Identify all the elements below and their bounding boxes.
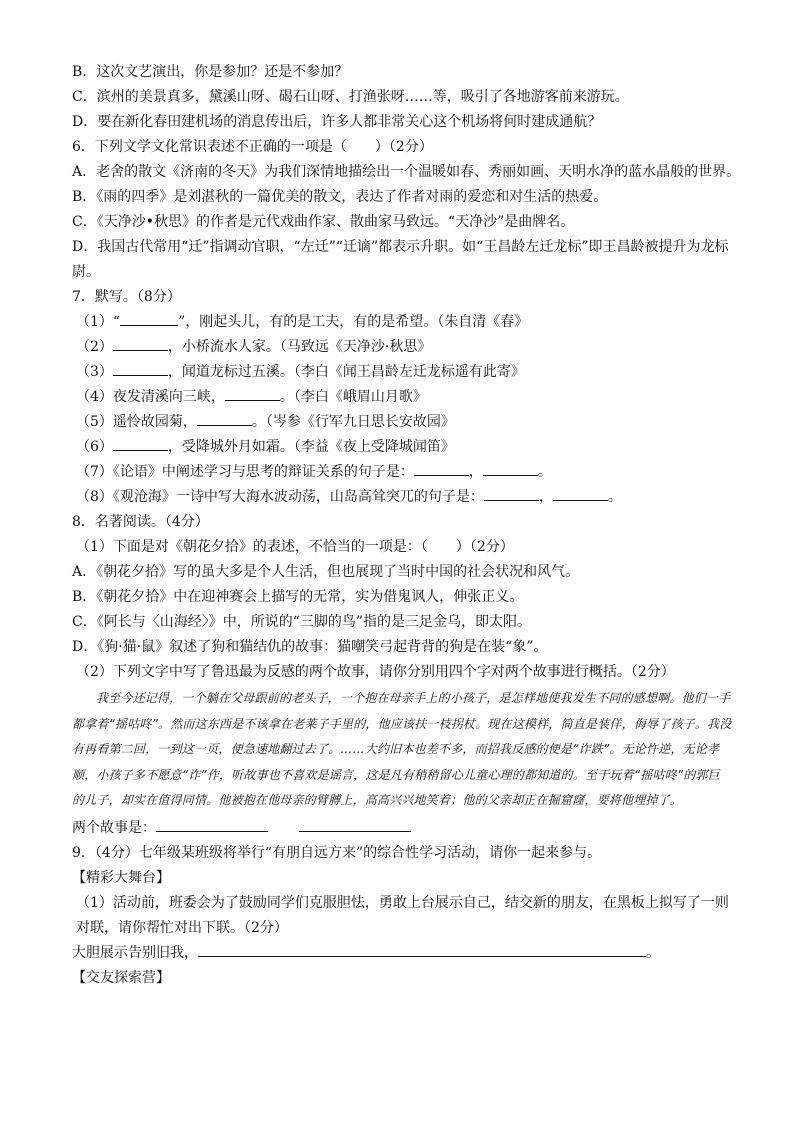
q8-option-c: C．《阿长与〈山海经〉》中，所说的“三脚的鸟”指的是三足金乌，即太阳。 — [72, 614, 532, 630]
q8-option-a: A．《朝花夕拾》写的虽大多是个人生活，但也展现了当时中国的社会状况和风气。 — [72, 564, 580, 580]
answer-blank[interactable] — [553, 486, 608, 501]
q6-option-b: B．《雨的四季》是刘湛秋的一篇优美的散文，表达了作者对雨的爱恋和对生活的热爱。 — [72, 189, 608, 205]
answer-blank[interactable] — [225, 386, 280, 401]
q5-option-d: D．要在新化春田建机场的消息传出后，许多人都非常关心这个机场将何时建成通航？ — [72, 114, 602, 130]
q8-stem: 8．名著阅读。（4分） — [72, 514, 209, 530]
q5-option-b: B．这次文艺演出，你是参加？还是不参加？ — [72, 64, 349, 80]
answer-blank[interactable] — [120, 311, 178, 326]
answer-blank[interactable] — [113, 436, 168, 451]
q7-item-3: （3） ，闻道龙标过五溪。（李白《闻王昌龄左迁龙标遥有此寄》 — [72, 360, 732, 385]
q5-option-c: C．滨州的美景真多，黛溪山呀、碣石山呀、打渔张呀……等，吸引了各地游客前来游玩。 — [72, 89, 629, 105]
q9-sub-1: （1）活动前，班委会为了鼓励同学们克服胆怯，勇敢上台展示自己，结交新的朋友，在黑板上拟写了一则对联，请你帮忙对出下联。（2分） — [76, 894, 729, 936]
q8-answer-line: 两个故事是： — [72, 816, 732, 841]
q6-option-a: A．老舍的散文《济南的冬天》为我们深情地描绘出一个温暖如春、秀丽如画、天明水净的蓝水晶般的世界。 — [72, 164, 741, 180]
q7-item-1: （1）“ ”，刚起头儿，有的是工夫，有的是希望。（朱自清《春》 — [72, 310, 732, 335]
q7-item-7: （7）《论语》中阐述学习与思考的辩证关系的句子是： ， 。 — [72, 460, 732, 485]
q7-item-5: （5）遥怜故园菊， 。（岑参《行军九日思长安故园》 — [72, 410, 732, 435]
answer-blank[interactable] — [156, 817, 268, 832]
couplet-line: 大胆展示告别旧我， 。 — [72, 941, 732, 966]
answer-blank[interactable] — [198, 942, 646, 957]
q8-sub-1: （1）下面是对《朝花夕拾》的表述，不恰当的一项是：（ ）（2分） — [76, 539, 514, 555]
answer-blank[interactable] — [484, 486, 539, 501]
q8-sub-2: （2）下列文字中写了鲁迅最为反感的两个故事，请你分别用四个字对两个故事进行概括。（2分） — [76, 664, 675, 680]
section-heading: 【交友探索营】 — [72, 969, 170, 986]
page-content — [72, 60, 741, 991]
answer-blank[interactable] — [483, 461, 538, 476]
q6-stem: 6．下列文学文化常识表述不正确的一项是（ ）（2分） — [72, 139, 433, 155]
answer-blank[interactable] — [113, 336, 168, 351]
q7-item-8: （8）《观沧海》一诗中写大海水波动荡，山岛高耸突兀的句子是： ， 。 — [72, 485, 732, 510]
reading-passage: 我至今还记得，一个躺在父母跟前的老头子，一个抱在母亲手上的小孩子，是怎样地使我发生不同的感想啊。他们一手都拿着“摇咕咚”。然而这东西是不该拿在老莱子手里的，他应该扶一枝拐杖。现在这模样，简直是装佯，侮辱了孩子。我没有再看第二回，一到这一页，便急速地翻过去了。……大约旧本也差不多，而招我反感的便是“诈跌”。无论忤逆，无论孝顺，小孩子多不愿意“诈”作，听故事也不喜欢是谣言，这是凡有稍稍留心儿童心理的都知道的。至于玩着“摇咕咚”的郭巨的儿子，却实在值得同情。他被抱在他母亲的臂膊上，高高兴兴地笑着；他的父亲却正在掘窟窿，要将他埋掉了。 — [72, 691, 732, 807]
q6-option-c: C．《天净沙•秋思》的作者是元代戏曲作家、散曲家马致远。“天净沙”是曲牌名。 — [72, 214, 575, 230]
q7-item-6: （6） ，受降城外月如霜。（李益《夜上受降城闻笛》 — [72, 435, 732, 460]
q7-item-4: （4）夜发清溪向三峡， 。（李白《峨眉山月歌》 — [72, 385, 732, 410]
q8-option-d: D．《狗·猫·鼠》叙述了狗和猫结仇的故事：猫嘲笑弓起背背的狗是在装“象”。 — [72, 639, 548, 655]
answer-blank[interactable] — [414, 461, 469, 476]
answer-blank[interactable] — [113, 361, 168, 376]
q6-option-d: D．我国古代常用“迁”指调动官职，“左迁”“迁谪”都表示升职。如“王昌龄左迁龙标”即王昌龄被提升为龙标尉。 — [72, 239, 729, 280]
section-heading: 【精彩大舞台】 — [72, 869, 170, 886]
answer-blank[interactable] — [197, 411, 252, 426]
q7-item-2: （2） ，小桥流水人家。（马致远《天净沙·秋思》 — [72, 335, 732, 360]
answer-blank[interactable] — [299, 817, 411, 832]
q9-stem: 9．（4分）七年级某班级将举行“有朋自远方来”的综合性学习活动，请你一起来参与。 — [72, 844, 602, 861]
q8-option-b: B．《朝花夕拾》中在迎神赛会上描写的无常，实为借鬼讽人，伸张正义。 — [72, 589, 524, 605]
q7-stem: 7．默写。（8分） — [72, 289, 181, 305]
